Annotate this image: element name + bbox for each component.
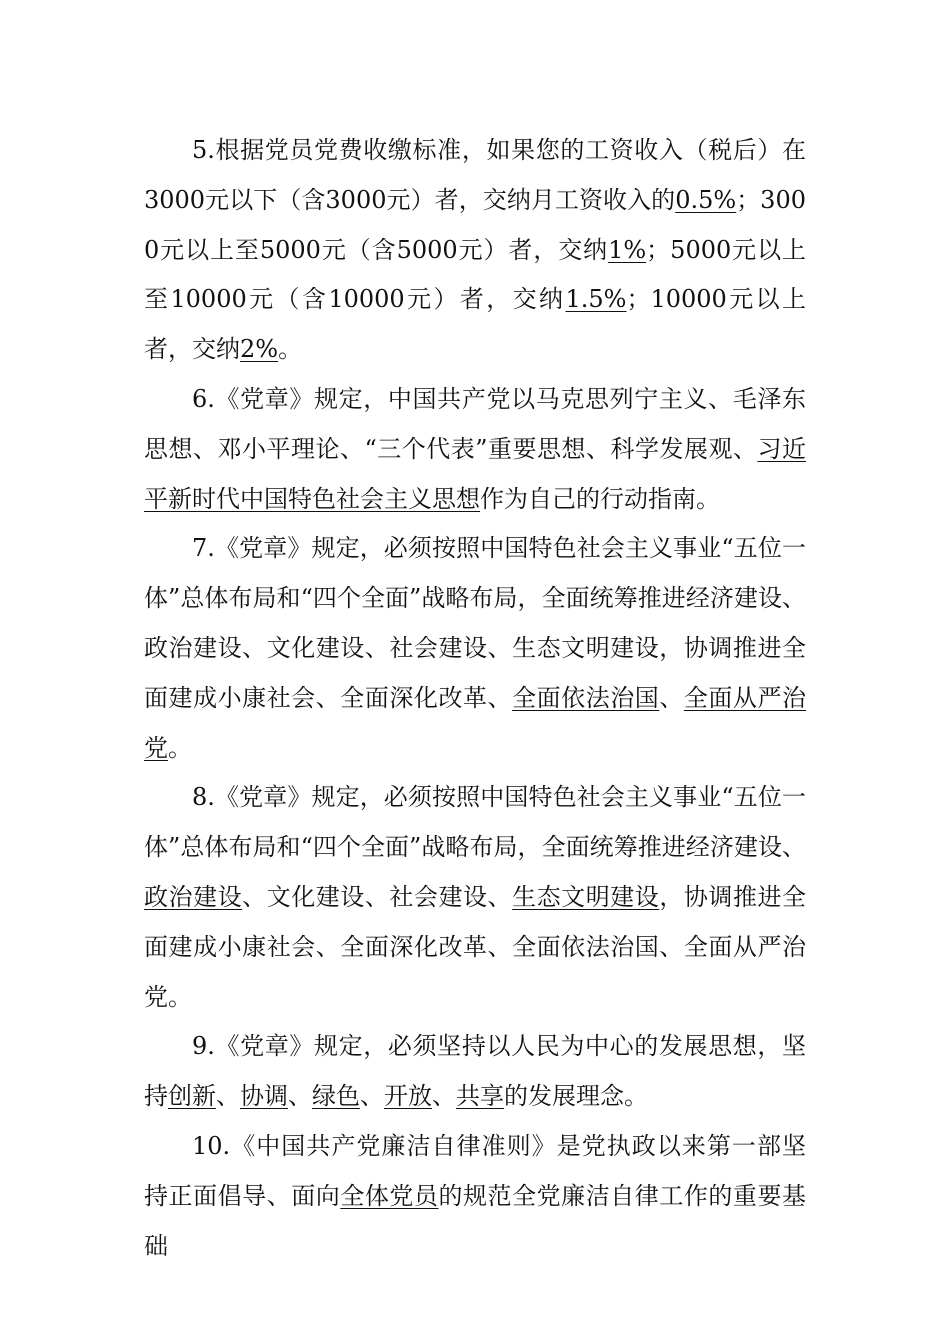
underlined-answer: 0.5% xyxy=(675,185,737,214)
underlined-answer: 全体党员 xyxy=(340,1181,439,1210)
underlined-answer: 2% xyxy=(240,335,279,364)
paragraph-text: 作为自己的行动指南。 xyxy=(480,484,720,513)
paragraph-text: ；5000元以上至10000元（含10000元）者，交纳 xyxy=(144,235,806,314)
paragraph-text: ，协调推进全面建成小康社会、全面深化改革、全面依法治国、全面从严治党。 xyxy=(144,882,807,1011)
paragraph-text: 、 xyxy=(659,683,684,712)
paragraph-text: 6.《党章》规定，中国共产党以马克思列宁主义、毛泽东思想、邓小平理论、“三个代表”重要思想、科学发展观、 xyxy=(144,384,806,463)
paragraph-text: 10.《中国共产党廉洁自律准则》是党执政以来第一部坚持正面倡导、面向 xyxy=(144,1131,806,1210)
paragraph-text: 。 xyxy=(278,335,303,364)
paragraph-text: ；3000元以上至5000元（含5000元）者，交纳 xyxy=(144,185,806,264)
paragraph-text: 。 xyxy=(168,733,192,762)
question-paragraph-q9 xyxy=(144,1022,806,1122)
underlined-answer: 共享 xyxy=(456,1082,504,1111)
underlined-answer: 绿色 xyxy=(312,1082,360,1111)
paragraph-text: 5.根据党员党费收缴标准，如果您的工资收入（税后）在3000元以下（含3000元）者，交纳月工资收入的 xyxy=(144,136,806,214)
underlined-answer: 政治建设 xyxy=(144,882,243,911)
underlined-answer: 习近平新时代中国特色社会主义思想 xyxy=(144,434,806,513)
paragraph-text: 的发展理念。 xyxy=(504,1082,648,1111)
paragraph-text: 9.《党章》规定，必须坚持以人民为中心的发展思想，坚持 xyxy=(144,1032,806,1111)
paragraph-text: 的规范全党廉洁自律工作的重要基础 xyxy=(144,1181,807,1260)
underlined-answer: 全面从严治党 xyxy=(144,683,807,762)
paragraph-text: 、 xyxy=(432,1082,456,1111)
paragraph-text: 、 xyxy=(360,1082,384,1111)
underlined-answer: 开放 xyxy=(384,1082,432,1111)
paragraph-text: 7.《党章》规定，必须按照中国特色社会主义事业“五位一体”总体布局和“四个全面”战略布局，全面统筹推进经济建设、政治建设、文化建设、社会建设、生态文明建设，协调推进全面建成小康社会、全面深化改革、 xyxy=(144,534,806,712)
question-paragraph-q5 xyxy=(144,126,806,375)
paragraph-text: ；10000元以上者，交纳 xyxy=(144,285,806,364)
underlined-answer: 1.5% xyxy=(565,285,627,314)
underlined-answer: 创新 xyxy=(168,1082,216,1111)
question-paragraph-q6 xyxy=(144,375,806,524)
paragraph-text: 、文化建设、社会建设、 xyxy=(242,882,513,911)
underlined-answer: 生态文明建设 xyxy=(512,882,660,911)
question-paragraph-q7 xyxy=(144,524,806,773)
paragraph-text: 、 xyxy=(216,1082,240,1111)
question-paragraph-q10 xyxy=(144,1122,806,1271)
paragraph-text: 、 xyxy=(288,1082,312,1111)
question-paragraph-q8 xyxy=(144,773,806,1022)
underlined-answer: 全面依法治国 xyxy=(512,683,660,712)
underlined-answer: 1% xyxy=(608,235,647,264)
paragraph-text: 8.《党章》规定，必须按照中国特色社会主义事业“五位一体”总体布局和“四个全面”战略布局，全面统筹推进经济建设、 xyxy=(144,783,806,862)
underlined-answer: 协调 xyxy=(240,1082,288,1111)
